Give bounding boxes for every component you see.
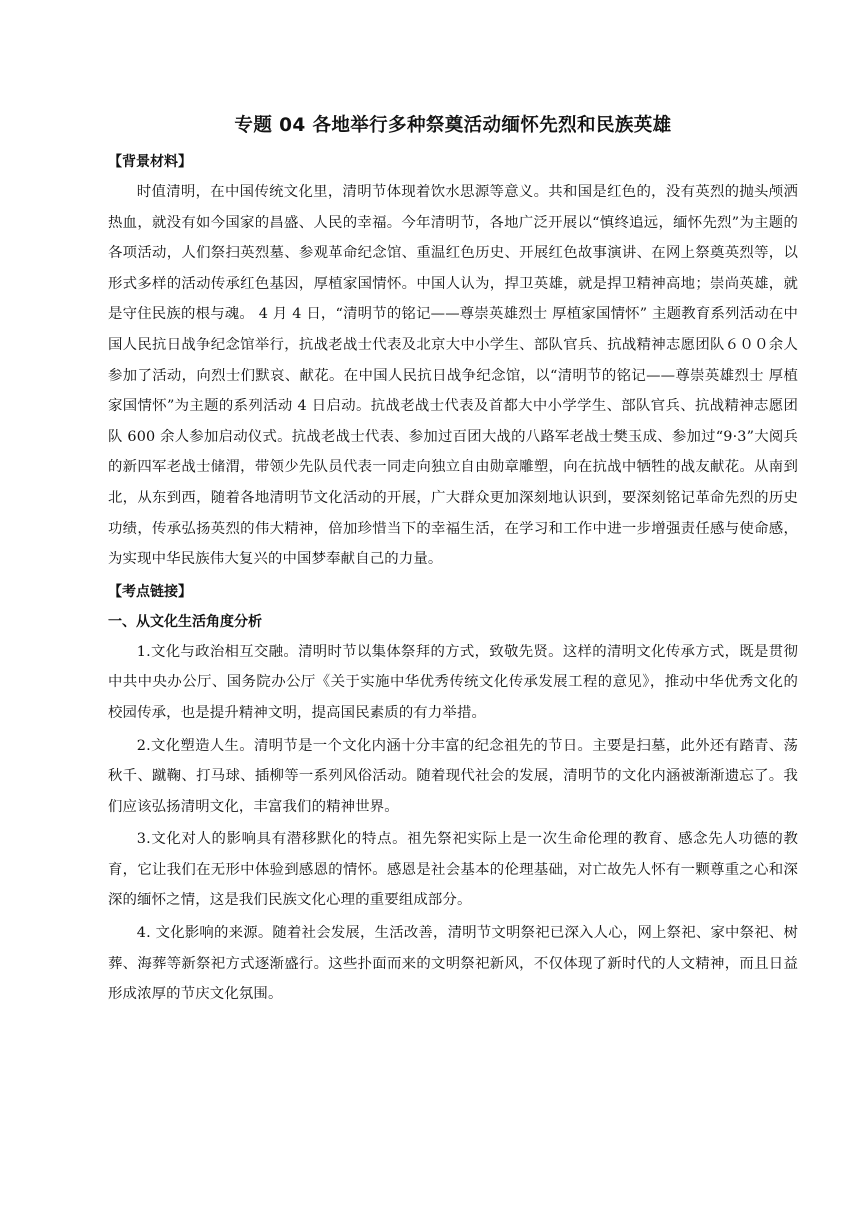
- point-paragraph-4: 4. 文化影响的来源。随着社会发展，生活改善，清明节文明祭祀已深入人心，网上祭祀、家中祭祀、树葬、海葬等新祭祀方式逐渐盛行。这些扑面而来的文明祭祀新风，不仅体现了新时代的人文精神，而且日益形成浓厚的节庆文化氛围。: [108, 925, 798, 1003]
- background-paragraph: 时值清明，在中国传统文化里，清明节体现着饮水思源等意义。共和国是红色的，没有英烈的抛头颅洒热血，就没有如今国家的昌盛、人民的幸福。今年清明节，各地广泛开展以“慎终追远，缅怀先烈”为主题的各项活动，人们祭扫英烈墓、参观革命纪念馆、重温红色历史、开展红色故事演讲、在网上祭奠英烈等，以形式多样的活动传承红色基因，厚植家国情怀。中国人认为，捍卫英雄，就是捍卫精神高地；崇尚英雄，就是守住民族的根与魂。 4 月 4 日，“清明节的铭记——尊崇英雄烈士 厚植家国情怀” 主题教育系列活动在中国人民抗日战争纪念馆举行，抗战老战士代表及北京大中小学生、部队官兵、抗战精神志愿团队６００余人参加了活动，向烈士们默哀、献花。在中国人民抗日战争纪念馆，以“清明节的铭记——尊崇英雄烈士 厚植家国情怀”为主题的系列活动 4 日启动。抗战老战士代表及首都大中小学学生、部队官兵、抗战精神志愿团队 600 余人参加启动仪式。抗战老战士代表、参加过百团大战的八路军老战士樊玉成、参加过“9·3”大阅兵的新四军老战士储渭，带领少先队员代表一同走向独立自由勋章雕塑，向在抗战中牺牲的战友献花。从南到北，从东到西，随着各地清明节文化活动的开展，广大群众更加深刻地认识到，要深刻铭记革命先烈的历史功绩，传承弘扬英烈的伟大精神，倍加珍惜当下的幸福生活，在学习和工作中进一步增强责任感与使命感，为实现中华民族伟大复兴的中国梦奉献自己的力量。: [108, 184, 798, 568]
- document-title: 专题 04 各地举行多种祭奠活动缅怀先烈和民族英雄: [234, 115, 672, 136]
- section-heading-culture: 一、从文化生活角度分析: [108, 613, 262, 630]
- document-page: [108, 112, 798, 1012]
- point-paragraph-1: 1.文化与政治相互交融。清明时节以集体祭拜的方式，致敬先贤。这样的清明文化传承方式，既是贯彻中共中央办公厅、国务院办公厅《关于实施中华优秀传统文化传承发展工程的意见》，推动中华优秀文化的校园传承，也是提升精神文明，提高国民素质的有力举措。: [108, 643, 798, 721]
- point-paragraph-3: 3.文化对人的影响具有潜移默化的特点。祖先祭祀实际上是一次生命伦理的教育、感念先人功德的教育，它让我们在无形中体验到感恩的情怀。感恩是社会基本的伦理基础，对亡故先人怀有一颗尊重之心和深深的缅怀之情，这是我们民族文化心理的重要组成部分。: [108, 831, 798, 909]
- point-paragraph-2: 2.文化塑造人生。清明节是一个文化内涵十分丰富的纪念祖先的节日。主要是扫墓，此外还有踏青、荡秋千、蹴鞠、打马球、插柳等一系列风俗活动。随着现代社会的发展，清明节的文化内涵被渐渐遗忘了。我们应该弘扬清明文化，丰富我们的精神世界。: [108, 737, 798, 815]
- background-label: 【背景材料】: [108, 154, 192, 170]
- exam-links-label: 【考点链接】: [108, 583, 192, 600]
